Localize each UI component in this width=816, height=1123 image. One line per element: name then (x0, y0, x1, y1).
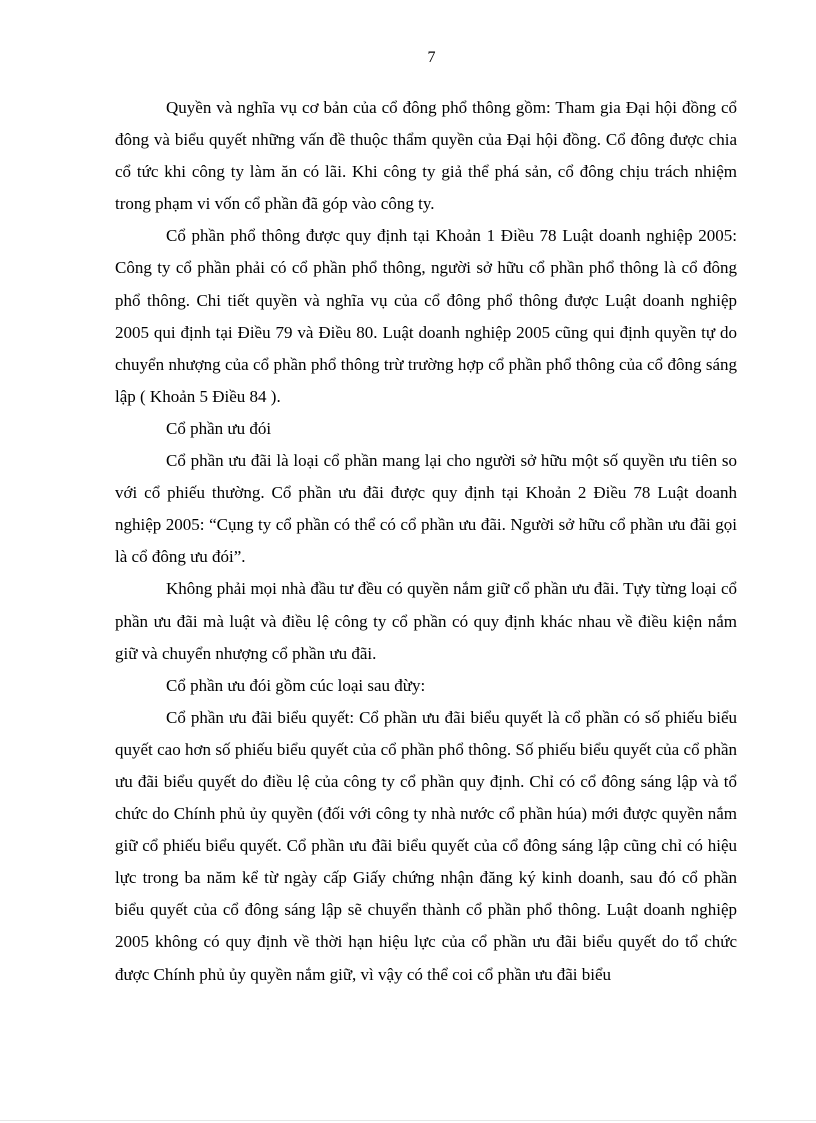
document-body (115, 92, 737, 991)
paragraph-preferred-types-intro: Cổ phần ưu đói gồm cúc loại sau đừy: (166, 675, 426, 695)
paragraph-investor-eligibility: Không phải mọi nhà đầu tư đều có quyền nắm giữ cổ phần ưu đãi. Tựy từng loại cổ phần ưu đãi mà luật và điều lệ công ty cổ phần có quy định khác nhau về điều kiện nắm giữ và chuyển nhượng cổ phần ưu đãi. (115, 579, 737, 663)
page-number: 7 (427, 49, 436, 66)
page-bottom-edge (0, 1120, 816, 1121)
paragraph-voting-preferred-shares: Cổ phần ưu đãi biểu quyết: Cổ phần ưu đãi biểu quyết là cổ phần có số phiếu biểu quyết cao hơn số phiếu biểu quyết của cổ phần phổ thông. Số phiếu biểu quyết của cổ phần ưu đãi biểu quyết do điều lệ của công ty cổ phần quy định. Chỉ có cổ đông sáng lập và tổ chức do Chính phủ ủy quyền (đối với công ty nhà nước cổ phần húa) mới được quyền nắm giữ cổ phiếu biểu quyết. Cổ phần ưu đãi biểu quyết của cổ đông sáng lập cũng chỉ có hiệu lực trong ba năm kể từ ngày cấp Giấy chứng nhận đăng ký kinh doanh, sau đó cổ phần biểu quyết của cổ đông sáng lập sẽ chuyển thành cổ phần phổ thông. Luật doanh nghiệp 2005 không có quy định về thời hạn hiệu lực của cổ phần ưu đãi biểu quyết do tổ chức được Chính phủ ủy quyền nắm giữ, vì vậy có thể coi cổ phần ưu đãi biểu (115, 707, 737, 984)
paragraph-preferred-shares-definition: Cổ phần ưu đãi là loại cổ phần mang lại cho người sở hữu một số quyền ưu tiên so với cổ phiếu thường. Cổ phần ưu đãi được quy định tại Khoản 2 Điều 78 Luật doanh nghiệp 2005: “Cụng ty cổ phần có thể có cổ phần ưu đãi. Người sở hữu cổ phần ưu đãi gọi là cổ đông ưu đói”. (115, 451, 737, 567)
paragraph-common-shares-law: Cổ phần phổ thông được quy định tại Khoản 1 Điều 78 Luật doanh nghiệp 2005: Công ty cổ phần phải có cổ phần phổ thông, người sở hữu cổ phần phổ thông là cổ đông phổ thông. Chi tiết quyền và nghĩa vụ của cổ đông phổ thông được Luật doanh nghiệp 2005 qui định tại Điều 79 và Điều 80. Luật doanh nghiệp 2005 cũng qui định quyền tự do chuyển nhượng của cổ phần phổ thông trừ trường hợp cổ phần phổ thông của cổ đông sáng lập ( Khoản 5 Điều 84 ). (115, 226, 737, 406)
paragraph-shareholder-rights: Quyền và nghĩa vụ cơ bản của cổ đông phổ thông gồm: Tham gia Đại hội đồng cổ đông và biểu quyết những vấn đề thuộc thẩm quyền của Đại hội đồng. Cổ đông được chia cổ tức khi công ty làm ăn có lãi. Khi công ty giả thể phá sản, cổ đông chịu trách nhiệm trong phạm vi vốn cổ phần đã góp vào công ty. (115, 98, 737, 214)
section-heading-preferred-shares: Cổ phần ưu đói (166, 418, 272, 438)
